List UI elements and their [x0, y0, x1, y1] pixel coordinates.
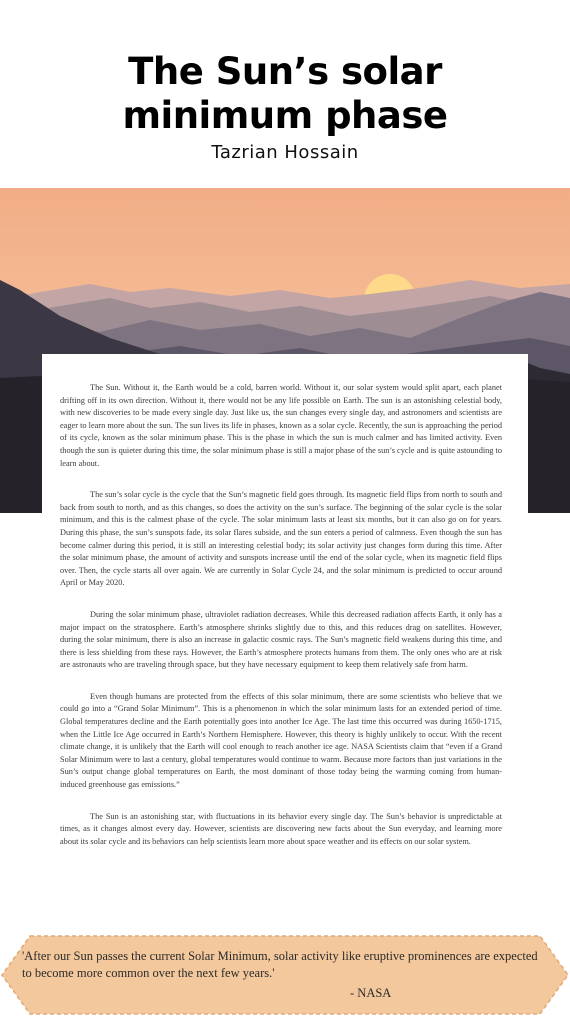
title-line-1: The Sun’s solar: [128, 50, 442, 93]
quote-text: 'After our Sun passes the current Solar Minimum, solar activity like eruptive prominences are expected to become more common over the next few years.': [22, 949, 538, 980]
article-paragraph: During the solar minimum phase, ultraviolet radiation decreases. While this decreased radiation affects Earth, it only has a major impact on the stratosphere. Earth’s atmosphere shrinks slightly due to this, and this reduces drag on satellites. However, during the solar minimum, there is also an increase in galactic cosmic rays. The Sun’s magnetic field weakens during this time, and there is less shielding from these rays. However, the Earth’s atmosphere protects humans from them. The only ones who are at risk are astronauts who are traveling through space, but they have necessary equipment to keep them relatively safe from harm.: [60, 609, 502, 670]
author-name: Tazrian Hossain: [211, 142, 359, 163]
article-paragraph: The Sun. Without it, the Earth would be a cold, barren world. Without it, our solar system would split apart, each planet drifting off in its own direction. Without it, there would not be any life possible on Earth. The sun is an astonishing celestial body, with new discoveries to be made every single day. Just like us, the sun changes every single day, and astronomers and scientists are eager to learn more about the sun. The sun lives its life in phases, known as a solar cycle. Recently, the sun is approaching the period of its cycle, known as the solar minimum phase. This is the phase in which the sun is much calmer and has limited activity. Even though the sun is quieter during this time, the solar minimum phase is still a major phase of the sun’s cycle and is quite astounding to learn about.: [60, 383, 502, 468]
header: [0, 0, 570, 188]
title-line-2: minimum phase: [122, 94, 448, 137]
article-paragraph: Even though humans are protected from the effects of this solar minimum, there are some scientists who believe that we could go into a “Grand Solar Minimum”. This is a phenomenon in which the solar minimum lasts for an extended period of time. Global temperatures decline and the Earth potentially goes into another Ice Age. The last time this occurred was during 1650-1715, when the Little Ice Age occurred in Earth’s Northern Hemisphere. However, this theory is highly unlikely to occur. With the recent climate change, it is unlikely that the Earth will cool enough to reach another ice age. NASA Scientists claim that “even if a Grand Solar Minimum were to last a century, global temperatures would continue to warm. Because more factors than just variations in the Sun’s output change global temperatures on Earth, the most dominant of those today being the warming coming from human-induced greenhouse gas emissions.”: [60, 691, 502, 790]
quote-banner: [0, 934, 570, 1016]
article-paragraph: The Sun is an astonishing star, with fluctuations in its behavior every single day. The Sun’s behavior is unpredictable at times, as it changes almost every day. However, scientists are discovering new facts about the Sun everyday, and learning more about its solar cycle and its behaviors can help scientists learn more about space weather and its effects on our solar system.: [60, 811, 502, 846]
quote-source: - NASA: [350, 986, 392, 1000]
article-paragraph: The sun’s solar cycle is the cycle that the Sun’s magnetic field goes through. Its magnetic field flips from north to south and back from south to north, and as this changes, so does the activity on the sun’s surface. The beginning of the solar cycle is the solar minimum, and this is the calmest phase of the cycle. The solar minimum lasts at least six months, but it can also go on for years. During this phase, the sun’s sunspots fade, its solar flares subside, and the sun enters a period of calmness. Even though the sun has become calmer during this period, it is still an interesting celestial body; its solar activity just changes form during this time. After the solar minimum phase, the amount of activity and sunspots increase until the end of the solar cycle, when its magnetic field flips over. Then, the cycle starts all over again. We are currently in Solar Cycle 24, and the solar minimum is predicted to occur around April or May 2020.: [60, 490, 502, 588]
page-title: [0, 50, 570, 138]
article-body: [60, 382, 502, 867]
